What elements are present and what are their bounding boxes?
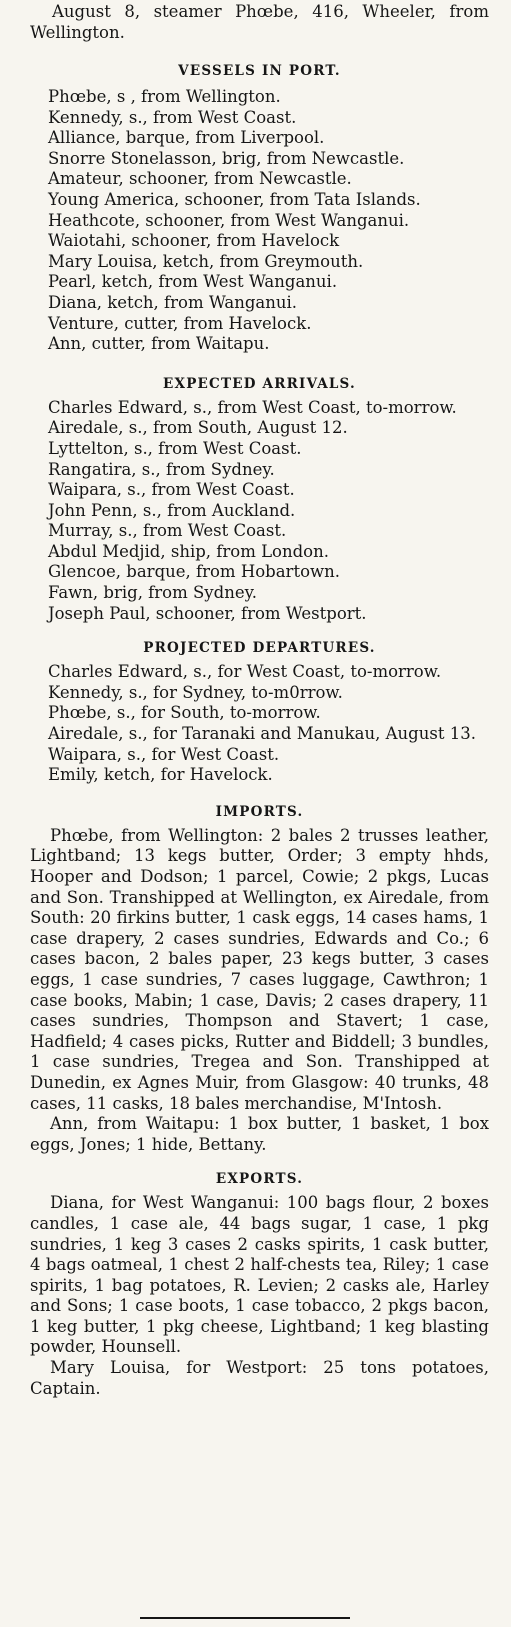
list-item: Pearl, ketch, from West Wanganui. xyxy=(48,272,338,292)
exports-mary-louisa-paragraph: Mary Louisa, for Westport: 25 tons potatoes, Captain. xyxy=(30,1358,489,1398)
list-item: Kennedy, s., for Sydney, to-m0rrow. xyxy=(48,682,343,702)
list-item: Phœbe, s., for South, to-morrow. xyxy=(48,703,321,723)
list-item: Alliance, barque, from Liverpool. xyxy=(48,128,325,148)
expected-arrivals-heading: EXPECTED ARRIVALS. xyxy=(163,375,356,392)
imports-heading: IMPORTS. xyxy=(215,803,304,820)
list-item: Kennedy, s., from West Coast. xyxy=(48,107,297,127)
list-item: Glencoe, barque, from Hobartown. xyxy=(48,562,340,582)
list-item: Charles Edward, s., for West Coast, to-morrow. xyxy=(48,662,442,682)
vessels-in-port-list xyxy=(30,87,489,355)
list-item: John Penn, s., from Auckland. xyxy=(48,500,296,520)
list-item: Waipara, s., for West Coast. xyxy=(48,744,280,764)
column-end-rule xyxy=(140,1617,350,1619)
list-item: Fawn, brig, from Sydney. xyxy=(48,583,257,603)
vessels-in-port-heading: VESSELS IN PORT. xyxy=(178,63,341,79)
list-item: Ann, cutter, from Waitapu. xyxy=(48,334,270,354)
list-item: Murray, s., from West Coast. xyxy=(48,521,287,541)
list-item: Joseph Paul, schooner, from Westport. xyxy=(48,603,367,623)
list-item: Venture, cutter, from Havelock. xyxy=(48,313,312,333)
arrival-notice: August 8, steamer Phœbe, 416, Wheeler, from Wellington. xyxy=(30,2,489,42)
list-item: Airedale, s., for Taranaki and Manukau, August 13. xyxy=(48,724,476,744)
list-item: Diana, ketch, from Wanganui. xyxy=(48,292,298,312)
list-item: Waipara, s., from West Coast. xyxy=(48,480,295,500)
list-item: Lyttelton, s., from West Coast. xyxy=(48,438,302,458)
exports-heading: EXPORTS. xyxy=(215,1171,304,1188)
expected-arrivals-list xyxy=(30,398,489,625)
exports-diana-paragraph: Diana, for West Wanganui: 100 bags flour, 2 boxes candles, 1 case ale, 44 bags sugar, 1 case, 1 pkg sundries, 1 keg 3 cases 2 casks spirits, 1 cask butter, 4 bags oatmeal, 1 chest 2 half-chests tea, Riley; 1 case spirits, 1 bag potatoes, R. Levien; 2 casks ale, Harley and Sons; 1 case boots, 1 case tobacco, 2 pkgs bacon, 1 keg butter, 1 pkg cheese, Lightband; 1 keg blasting powder, Hounsell. xyxy=(30,1193,489,1357)
list-item: Heathcote, schooner, from West Wanganui. xyxy=(48,210,410,230)
list-item: Young America, schooner, from Tata Islands. xyxy=(48,189,421,209)
imports-ann-paragraph: Ann, from Waitapu: 1 box butter, 1 basket, 1 box eggs, Jones; 1 hide, Bettany. xyxy=(30,1114,489,1154)
projected-departures-heading: PROJECTED DEPARTURES. xyxy=(143,640,376,657)
list-item: Amateur, schooner, from Newcastle. xyxy=(48,169,352,189)
list-item: Emily, ketch, for Havelock. xyxy=(48,765,273,785)
list-item: Airedale, s., from South, August 12. xyxy=(48,418,348,438)
projected-departures-list xyxy=(30,662,489,786)
list-item: Abdul Medjid, ship, from London. xyxy=(48,541,329,561)
list-item: Snorre Stonelasson, brig, from Newcastle. xyxy=(48,148,405,168)
list-item: Waiotahi, schooner, from Havelock xyxy=(48,231,340,251)
list-item: Rangatira, s., from Sydney. xyxy=(48,459,275,479)
list-item: Phœbe, s , from Wellington. xyxy=(48,87,281,106)
imports-phoebe-paragraph: Phœbe, from Wellington: 2 bales 2 trusses leather, Lightband; 13 kegs butter, Order; 3 empty hhds, Hooper and Dodson; 1 parcel, Cowie; 2 pkgs, Lucas and Son. Transhipped at Wellington, ex Airedale, from South: 20 firkins butter, 1 cask eggs, 14 cases hams, 1 case drapery, 2 cases sundries, Edwards and Co.; 6 cases bacon, 2 bales paper, 23 kegs butter, 3 cases eggs, 1 case sundries, 7 cases luggage, Cawthron; 1 case books, Mabin; 1 case, Davis; 2 cases drapery, 11 cases sundries, Thompson and Stavert; 1 case, Hadfield; 4 cases picks, Rutter and Biddell; 3 bundles, 1 case sundries, Tregea and Son. Transhipped at Dunedin, ex Agnes Muir, from Glasgow: 40 trunks, 48 cases, 11 casks, 18 bales merchandise, M'Intosh. xyxy=(30,825,489,1113)
list-item: Mary Louisa, ketch, from Greymouth. xyxy=(48,251,364,271)
list-item: Charles Edward, s., from West Coast, to-morrow. xyxy=(48,397,457,417)
